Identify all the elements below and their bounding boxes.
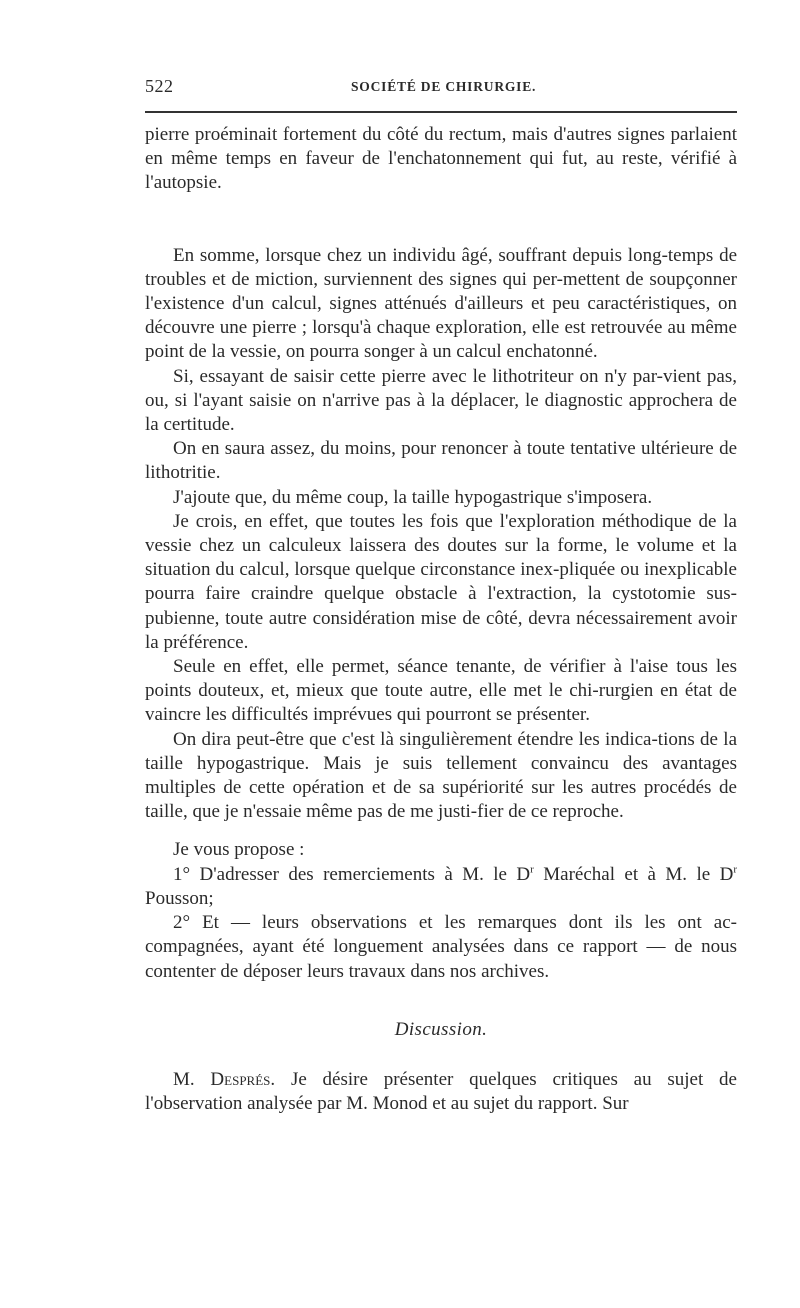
proposal-item-1-end: Pousson; (145, 887, 214, 909)
proposal-item-2: 2° Et — leurs observations et les remarques dont ils les ont ac-compagnées, ayant été longuement analysées dans ce rapport — de nous contenter de déposer leurs travaux dans nos archives. (145, 912, 737, 982)
paragraph-cystotomie: Je crois, en effet, que toutes les fois que l'exploration méthodique de la vessie chez un calculeux laissera des doutes sur la forme, le volume et la situation du calcul, lorsque quelque circonstance inex-pliquée ou inexplicable pourra faire craindre quelque obstacle à l'extraction, la cystotomie sus-pubienne, toute autre considération mise de côté, devra nécessairement avoir la préférence. (145, 510, 737, 653)
body-text (145, 123, 737, 1116)
section-heading: Discussion. (394, 1018, 488, 1040)
paragraph-seule: Seule en effet, elle permet, séance tenante, de vérifier à l'aise tous les points douteux, et, mieux que toute autre, elle met le chi-rurgien en état de vaincre les difficultés imprévues qui pourront se présenter. (145, 656, 737, 726)
speaker-name: M. Després. (173, 1068, 276, 1090)
proposal-item-1-middle: Maréchal et à M. le D (533, 863, 734, 885)
proposal-item-1 (145, 863, 737, 911)
proposal-item-1-start: 1° D'adresser des remerciements à M. le D (173, 863, 531, 885)
paragraph-taille: J'ajoute que, du même coup, la taille hypogastrique s'imposera. (173, 486, 653, 508)
paragraph-lithotriteur: Si, essayant de saisir cette pierre avec le lithotriteur on n'y par-vient pas, ou, si l'ayant saisie on n'arrive pas à la déplacer, le diagnostic approchera de la certitude. (145, 365, 737, 436)
page-number: 522 (145, 76, 174, 96)
discussion-text: Je désire présenter quelques critiques au sujet de l'observation analysée par M. Monod et au sujet du rapport. Sur (145, 1068, 737, 1115)
superscript-r: r (733, 863, 737, 876)
header-rule (145, 111, 737, 113)
paragraph-continuation: pierre proéminait fortement du côté du rectum, mais d'autres signes parlaient en même temps en faveur de l'enchatonnement qui fut, au reste, vérifié à l'autopsie. (145, 124, 737, 194)
paragraph-indications: On dira peut-être que c'est là singulièrement étendre les indica-tions de la taille hypogastrique. Mais je suis tellement convaincu des avantages multiples de cette opération et de sa supériorité sur les autres procédés de taille, que je n'essaie même pas de me justi-fier de ce reproche. (145, 728, 737, 823)
running-title: SOCIÉTÉ DE CHIRURGIE. (351, 79, 537, 94)
discussion-paragraph (145, 1068, 737, 1116)
superscript-r: r (530, 863, 534, 876)
running-head (145, 76, 737, 100)
paragraph-summary: En somme, lorsque chez un individu âgé, souffrant depuis long-temps de troubles et de miction, surviennent des signes qui per-mettent de soupçonner l'existence d'un calcul, signes atténués d'ailleurs et peu caractéristiques, on découvre une pierre ; lorsqu'à chaque exploration, elle est retrouvée au même point de la vessie, on pourra songer à un calcul enchatonné. (145, 244, 737, 363)
paragraph-lithotritie: On en saura assez, du moins, pour renoncer à toute tentative ultérieure de lithotritie. (145, 438, 737, 484)
paragraph-proposal: Je vous propose : (173, 839, 305, 861)
